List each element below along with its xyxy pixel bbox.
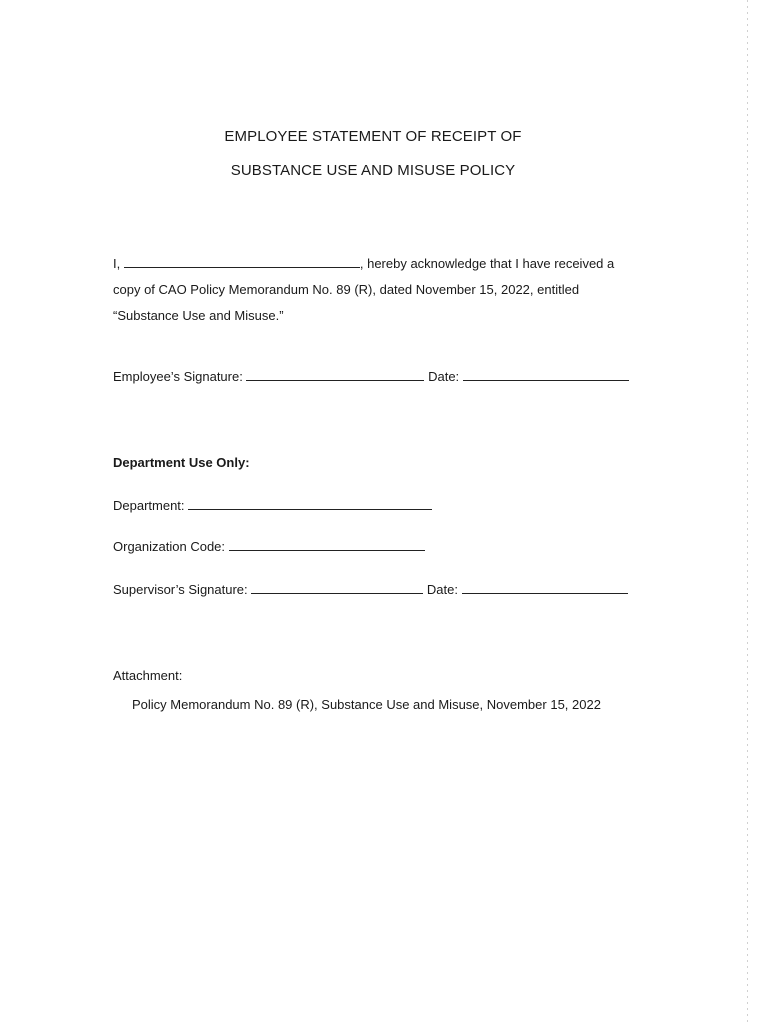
supervisor-date-field[interactable] [462, 583, 628, 594]
document-title-line-2: SUBSTANCE USE AND MISUSE POLICY [230, 162, 516, 179]
employee-date-label: Date: [428, 369, 460, 384]
attachment-item: Policy Memorandum No. 89 (R), Substance Use and Misuse, November 15, 2022 [132, 697, 601, 712]
employee-signature-field[interactable] [246, 370, 424, 381]
employee-signature-row [113, 369, 629, 384]
acknowledgement-suffix: , hereby acknowledge that I have received a [359, 256, 615, 271]
attachment-label: Attachment: [113, 668, 183, 683]
employee-name-field[interactable] [124, 257, 360, 268]
scan-edge-artifact [747, 0, 748, 1024]
employee-signature-label: Employee’s Signature: [113, 369, 243, 384]
document-title-line-1: EMPLOYEE STATEMENT OF RECEIPT OF [224, 128, 522, 145]
supervisor-signature-row [113, 582, 628, 597]
acknowledgement-prefix: I, [113, 256, 121, 271]
acknowledgement-line-1 [113, 256, 614, 271]
supervisor-signature-field[interactable] [251, 583, 423, 594]
department-use-heading: Department Use Only: [113, 455, 250, 470]
organization-code-label: Organization Code: [113, 539, 226, 554]
acknowledgement-line-3: “Substance Use and Misuse.” [113, 308, 284, 323]
employee-date-field[interactable] [463, 370, 629, 381]
supervisor-signature-label: Supervisor’s Signature: [113, 582, 248, 597]
department-label: Department: [113, 498, 185, 513]
department-field[interactable] [188, 499, 432, 510]
organization-code-row [113, 539, 425, 554]
acknowledgement-line-2: copy of CAO Policy Memorandum No. 89 (R), dated November 15, 2022, entitled [113, 282, 580, 297]
supervisor-date-label: Date: [426, 582, 458, 597]
department-row [113, 498, 432, 513]
organization-code-field[interactable] [229, 540, 425, 551]
